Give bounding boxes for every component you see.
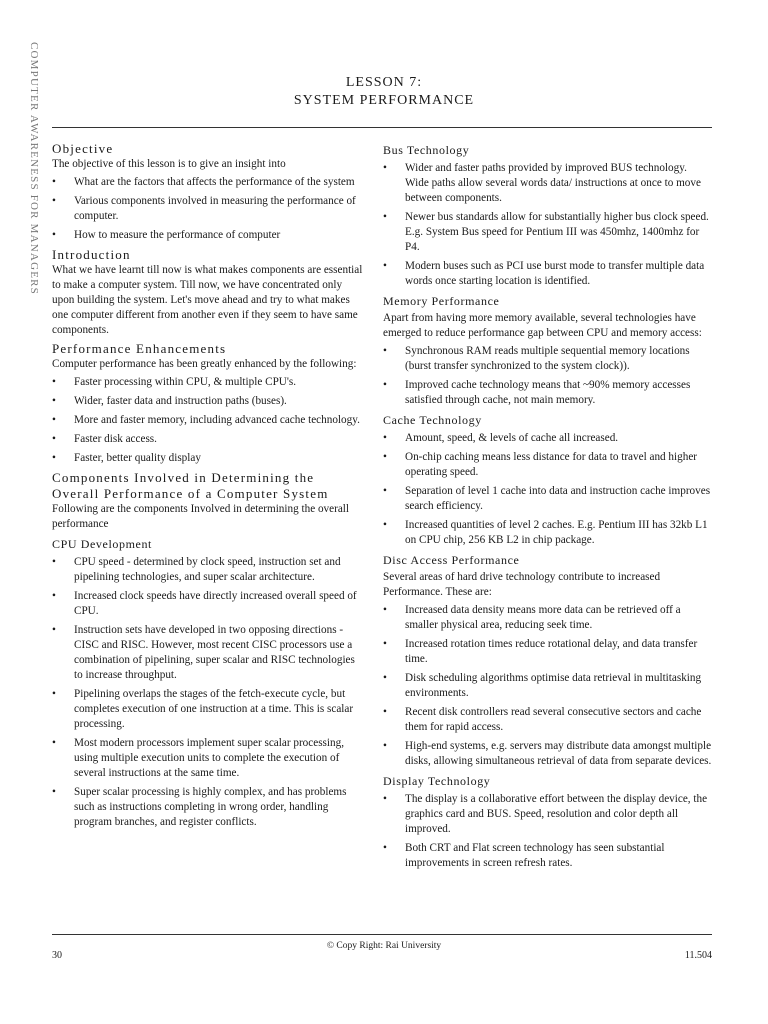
bullet-list — [383, 431, 713, 548]
introduction-section — [52, 247, 363, 338]
header-rule — [52, 127, 712, 128]
memory-section — [383, 293, 713, 408]
subsection-heading: Memory Performance — [383, 294, 500, 308]
display-section — [383, 773, 713, 871]
list-item: • Separation of level 1 cache into data and instruction cache improves search efficiency. — [383, 484, 713, 514]
list-item: • Various components involved in measuring the performance of computer. — [52, 194, 363, 224]
list-item: • Pipelining overlaps the stages of the fetch-execute cycle, but completes execution of one instruction at a time. This is scalar processing. — [52, 687, 363, 732]
section-heading: Components Involved in Determining the Overall Performance of a Computer System — [52, 470, 329, 501]
list-item: • Wider, faster data and instruction paths (buses). — [52, 394, 363, 409]
list-item: • Super scalar processing is highly complex, and has problems such as instructions completing in wrong order, handling program branches, and register conflicts. — [52, 785, 363, 830]
section-intro: The objective of this lesson is to give an insight into — [52, 158, 286, 170]
list-item: • Faster disk access. — [52, 432, 363, 447]
subsection-heading: Cache Technology — [383, 413, 482, 427]
subsection-heading: CPU Development — [52, 537, 152, 551]
left-column — [52, 138, 363, 834]
bullet-list — [383, 161, 713, 289]
lesson-number: LESSON 7: — [345, 75, 423, 90]
section-intro: Computer performance has been greatly enhanced by the following: — [52, 358, 357, 370]
list-item: • Increased data density means more data can be retrieved off a smaller physical area, reducing seek time. — [383, 603, 713, 633]
disc-section — [383, 552, 713, 769]
list-item: • How to measure the performance of computer — [52, 228, 363, 243]
section-heading: Introduction — [52, 247, 131, 262]
list-item: • Increased clock speeds have directly increased overall speed of CPU. — [52, 589, 363, 619]
list-item: • High-end systems, e.g. servers may distribute data amongst multiple disks, allowing simultaneous retrieval of data from separate devices. — [383, 739, 713, 769]
list-item: • Amount, speed, & levels of cache all increased. — [383, 431, 713, 446]
list-item: • Increased quantities of level 2 caches. E.g. Pentium III has 32kb L1 on CPU chip, 256 KB L2 in chip package. — [383, 518, 713, 548]
lesson-title: SYSTEM PERFORMANCE — [293, 93, 475, 108]
list-item: • More and faster memory, including advanced cache technology. — [52, 413, 363, 428]
list-item: • Synchronous RAM reads multiple sequential memory locations (burst transfer synchronized to the system clock)). — [383, 344, 713, 374]
page-number: 30 — [52, 950, 62, 961]
bullet-list — [52, 555, 363, 830]
lesson-header — [0, 74, 768, 110]
objective-section — [52, 141, 363, 243]
bullet-list — [383, 792, 713, 871]
section-text: What we have learnt till now is what makes components are essential to make a computer system. Till now, we have concentrated only upon building the system. Let's move ahead and try to what makes one computer different from another even if they seem to have same components. — [52, 264, 363, 336]
section-intro: Several areas of hard drive technology contribute to increased Performance. These are: — [383, 571, 661, 598]
side-label: COMPUTER AWARENESS FOR MANAGERS — [28, 42, 40, 295]
bullet-list — [52, 175, 363, 243]
cache-section — [383, 412, 713, 548]
list-item: • Disk scheduling algorithms optimise data retrieval in multitasking environments. — [383, 671, 713, 701]
bullet-list — [383, 603, 713, 769]
course-code: 11.504 — [684, 950, 712, 961]
list-item: • Increased rotation times reduce rotational delay, and data transfer time. — [383, 637, 713, 667]
copyright-notice: © Copy Right: Rai University — [326, 941, 442, 951]
section-intro: Apart from having more memory available, several technologies have emerged to reduce performance gap between CPU and memory access: — [383, 312, 702, 339]
list-item: • Faster, better quality display — [52, 451, 363, 466]
section-heading: Performance Enhancements — [52, 341, 227, 356]
subsection-heading: Bus Technology — [383, 143, 470, 157]
list-item: • Faster processing within CPU, & multiple CPU's. — [52, 375, 363, 390]
section-heading: Objective — [52, 141, 114, 156]
bus-section — [383, 142, 713, 289]
list-item: • On-chip caching means less distance for data to travel and higher operating speed. — [383, 450, 713, 480]
right-column — [383, 138, 713, 875]
bullet-list — [383, 344, 713, 408]
list-item: • Modern buses such as PCI use burst mode to transfer multiple data words once starting location is identified. — [383, 259, 713, 289]
cpu-section — [52, 536, 363, 830]
bullet-list — [52, 375, 363, 466]
list-item: • Improved cache technology means that ~90% memory accesses satisfied through cache, not main memory. — [383, 378, 713, 408]
list-item: • What are the factors that affects the performance of the system — [52, 175, 363, 190]
section-intro: Following are the components Involved in determining the overall performance — [52, 503, 350, 530]
list-item: • Wider and faster paths provided by improved BUS technology. Wide paths allow several words data/ instructions at once to move between components. — [383, 161, 713, 206]
list-item: • The display is a collaborative effort between the display device, the graphics card and BUS. Speed, resolution and color depth all improved. — [383, 792, 713, 837]
enhancements-section — [52, 341, 363, 466]
subsection-heading: Disc Access Performance — [383, 553, 520, 567]
list-item: • Most modern processors implement super scalar processing, using multiple execution units to complete the execution of several instructions at the same time. — [52, 736, 363, 781]
list-item: • Newer bus standards allow for substantially higher bus clock speed. E.g. System Bus speed for Pentium III was 450mhz, 1400mhz for P4. — [383, 210, 713, 255]
list-item: • Instruction sets have developed in two opposing directions - CISC and RISC. However, most recent CISC processors use a combination of pipelining, super scalar and RISC technologies to increase throughput. — [52, 623, 363, 683]
components-section — [52, 470, 363, 532]
subsection-heading: Display Technology — [383, 774, 491, 788]
list-item: • Both CRT and Flat screen technology has seen substantial improvements in screen refresh rates. — [383, 841, 713, 871]
footer-rule — [52, 934, 712, 935]
list-item: • CPU speed - determined by clock speed, instruction set and pipelining technologies, and super scalar architecture. — [52, 555, 363, 585]
list-item: • Recent disk controllers read several consecutive sectors and cache them for rapid access. — [383, 705, 713, 735]
